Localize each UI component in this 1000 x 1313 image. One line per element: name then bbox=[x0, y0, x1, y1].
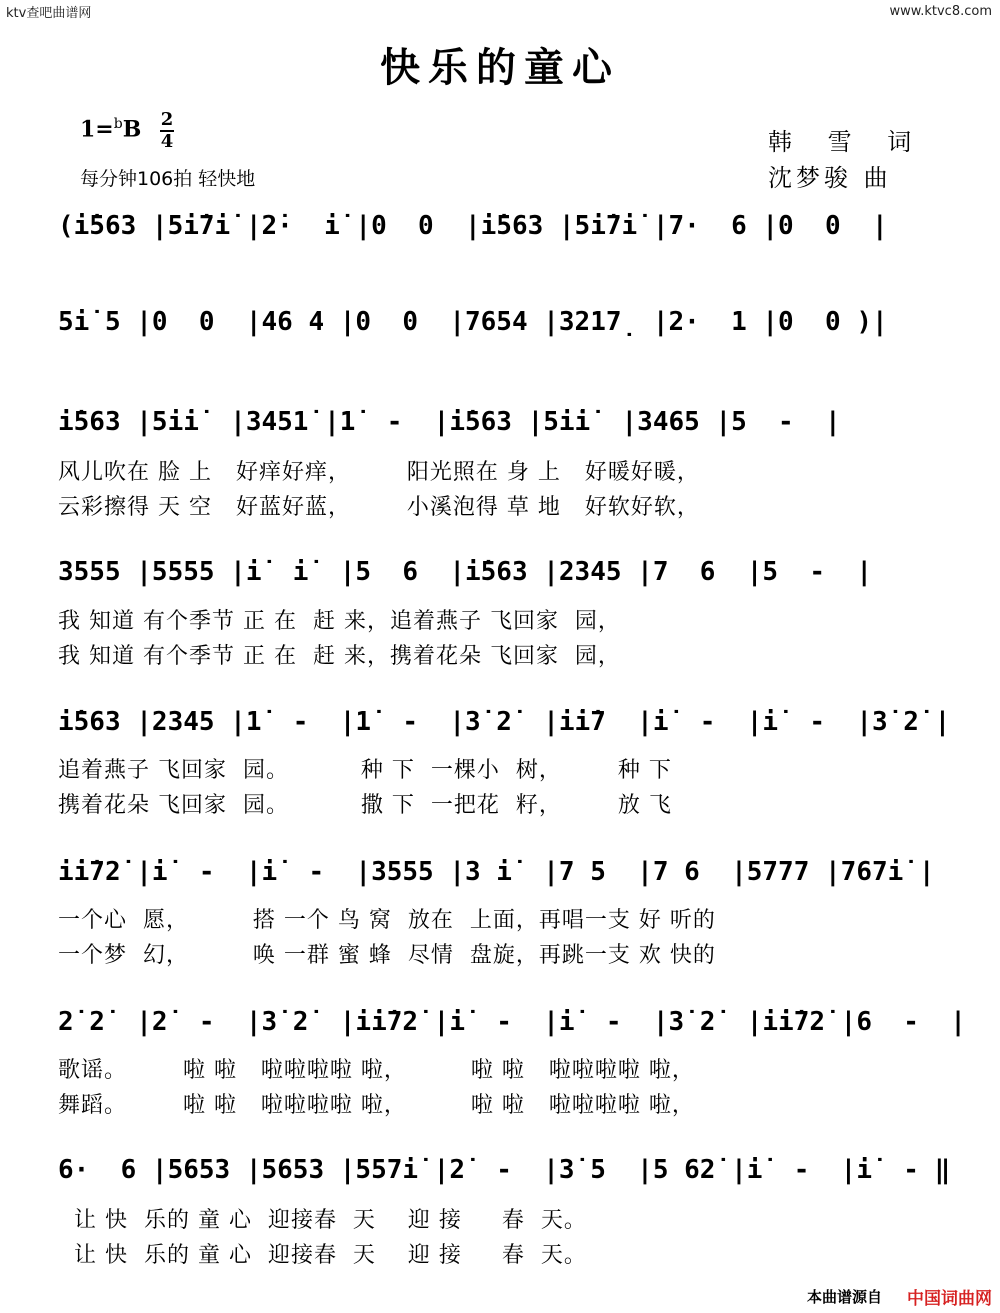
score-line-4: 3555 |5555 |i̇ i̇ |5 6 |i̇563 |2345 |7 6 |5 - | bbox=[58, 557, 872, 587]
lyric-line-7a: 歌谣。 啦 啦 啦啦啦啦 啦， 啦 啦 啦啦啦啦 啦， bbox=[58, 1058, 695, 1083]
lyric-line-6b: 一个梦 幻， 唤 一群 蜜 蜂 尽情 盘旋，再跳一支 欢 快的 bbox=[58, 943, 716, 968]
source-note: 本曲谱源自 bbox=[806, 1288, 882, 1306]
site-url[interactable]: www.ktvc8.com bbox=[889, 4, 992, 19]
composer-credit: 沈梦骏 曲 bbox=[768, 164, 892, 192]
source-brand-link[interactable]: 中国词曲网 bbox=[907, 1289, 992, 1309]
lyricist-credit: 韩 雪 词 bbox=[768, 128, 926, 156]
lyric-line-6a: 一个心 愿， 搭 一个 鸟 窝 放在 上面，再唱一支 好 听的 bbox=[58, 908, 716, 933]
lyric-line-3a: 风儿吹在 脸 上 好痒好痒， 阳光照在 身 上 好暖好暖， bbox=[58, 460, 700, 485]
time-top: 2 bbox=[160, 109, 174, 130]
tempo-marking: 每分钟106拍 轻快地 bbox=[80, 168, 256, 190]
song-title: 快乐的童心 bbox=[380, 44, 620, 91]
score-line-2: 5i̇ 5 |0 0 |46 4 |0 0 |7654 |3217̣ |2· 1 |0 0 )| bbox=[58, 307, 888, 337]
score-line-6: i̇i̇72̇ |i̇ - |i̇ - |3555 |3 i̇ |7 5 |7 6 |5777 |767i̇ | bbox=[58, 857, 935, 887]
lyric-line-8a: 让 快 乐的 童 心 迎接春 天 迎 接 春 天。 bbox=[58, 1208, 587, 1233]
score-line-7: 2̇ 2̇ |2̇ - |3̇ 2̇ |i̇i̇72̇ |i̇ - |i̇ - |3̇ 2̇ |i̇i̇72̇ |6 - | bbox=[58, 1007, 966, 1037]
lyric-line-5b: 携着花朵 飞回家 园。 撒 下 一把花 籽， 放 飞 bbox=[58, 793, 672, 818]
lyric-line-7b: 舞蹈。 啦 啦 啦啦啦啦 啦， 啦 啦 啦啦啦啦 啦， bbox=[58, 1093, 695, 1118]
score-line-8: 6· 6 |5653 |5653 |557i̇ |2̇ - |3̇ 5 |5 62̇ |i̇ - |i̇ - ‖ bbox=[58, 1155, 951, 1185]
score-line-1: (i̇563 |5i̇7i̇ |2̇· i̇ |0 0 |i̇563 |5i̇7i̇ |7· 6 |0 0 | bbox=[58, 211, 888, 241]
lyric-line-4a: 我 知道 有个季节 正 在 赶 来，追着燕子 飞回家 园， bbox=[58, 609, 621, 634]
key-note: B bbox=[122, 116, 142, 143]
lyric-line-5a: 追着燕子 飞回家 园。 种 下 一棵小 树， 种 下 bbox=[58, 758, 672, 783]
key-signature bbox=[80, 116, 141, 142]
site-watermark-left: ktv查吧曲谱网 bbox=[6, 6, 92, 21]
score-line-5: i̇563 |2345 |1̇ - |1̇ - |3̇ 2̇ |i̇i̇7 |i̇ - |i̇ - |3̇ 2̇ | bbox=[58, 707, 951, 737]
flat-sign: b bbox=[113, 116, 123, 132]
time-signature bbox=[160, 110, 174, 152]
key-prefix: 1= bbox=[80, 116, 114, 143]
lyric-line-4b: 我 知道 有个季节 正 在 赶 来，携着花朵 飞回家 园， bbox=[58, 644, 621, 669]
lyric-line-3b: 云彩擦得 天 空 好蓝好蓝， 小溪泡得 草 地 好软好软， bbox=[58, 495, 700, 520]
time-bottom: 4 bbox=[160, 131, 174, 152]
score-line-3: i̇563 |5i̇i̇ |3451̇ |1̇ - |i̇563 |5i̇i̇ |3465 |5 - | bbox=[58, 407, 841, 437]
lyric-line-8b: 让 快 乐的 童 心 迎接春 天 迎 接 春 天。 bbox=[58, 1243, 587, 1268]
